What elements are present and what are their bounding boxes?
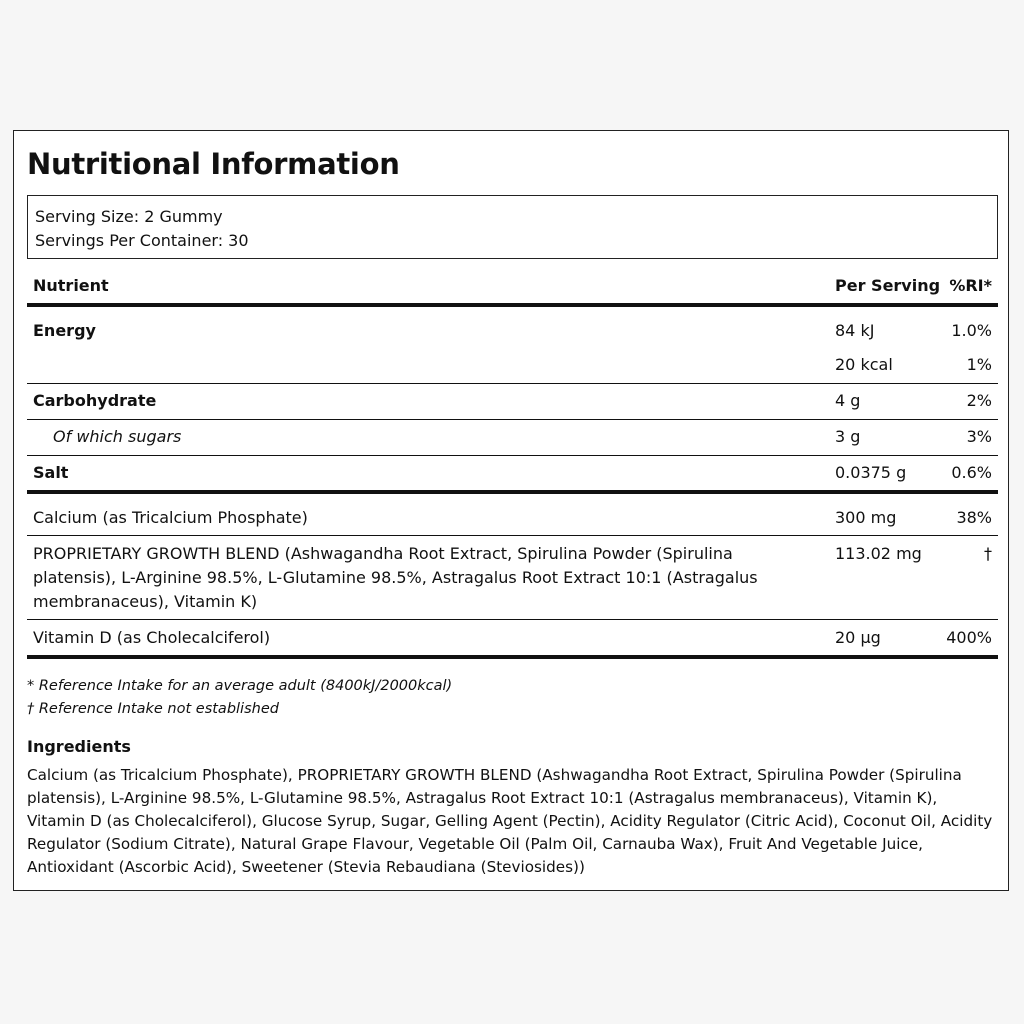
serving-size: Serving Size: 2 Gummy [35,207,223,226]
calcium-label: Calcium (as Tricalcium Phosphate) [33,508,308,527]
carbohydrate-ri: 2% [966,391,992,410]
row-divider [27,455,998,456]
servings-per-container: Servings Per Container: 30 [35,231,249,250]
calcium-value: 300 mg [835,508,897,527]
table-bottom-divider [27,655,998,659]
footnote-not-established: † Reference Intake not established [27,701,279,717]
carbohydrate-value: 4 g [835,391,861,410]
energy-kcal-value: 20 kcal [835,355,893,374]
blend-ri: † [984,544,992,563]
sugars-value: 3 g [835,427,861,446]
energy-label: Energy [33,321,96,340]
footnote-ri: * Reference Intake for an average adult (8400kJ/2000kcal) [27,678,453,694]
blend-label: PROPRIETARY GROWTH BLEND (Ashwagandha Root Extract, Spirulina Powder (Spirulina platensis), L-Arginine 98.5%, L-Glutamine 98.5%, Astragalus Root Extract 10:1 (Astragalus membranaceus), Vitamin K) [33,544,758,611]
row-divider [27,419,998,420]
energy-kcal-ri: 1% [966,355,992,374]
energy-kj-ri: 1.0% [951,321,992,340]
ingredients-heading: Ingredients [27,737,131,756]
panel-title: Nutritional Information [27,147,400,181]
nutrition-panel [13,130,1009,891]
carbohydrate-label: Carbohydrate [33,391,157,410]
section-divider [27,490,998,494]
sugars-label: Of which sugars [53,427,182,446]
salt-ri: 0.6% [951,463,992,482]
header-divider [27,303,998,307]
ingredients-text: Calcium (as Tricalcium Phosphate), PROPRIETARY GROWTH BLEND (Ashwagandha Root Extract, Spirulina Powder (Spirulina platensis), L-Arginine 98.5%, L-Glutamine 98.5%, Astragalus Root Extract 10:1 (Astragalus membranaceus), Vitamin K), Vitamin D (as Cholecalciferol), Glucose Syrup, Sugar, Gelling Agent (Pectin), Acidity Regulator (Citric Acid), Coconut Oil, Acidity Regulator (Sodium Citrate), Natural Grape Flavour, Vegetable Oil (Palm Oil, Carnauba Wax), Fruit And Vegetable Juice, Antioxidant (Ascorbic Acid), Sweetener (Stevia Rebaudiana (Steviosides)) [27,766,993,876]
salt-label: Salt [33,463,69,482]
header-per-serving: Per Serving [835,276,941,295]
salt-value: 0.0375 g [835,463,907,482]
header-nutrient: Nutrient [33,276,109,295]
row-divider [27,383,998,384]
vitamin-d-label: Vitamin D (as Cholecalciferol) [33,628,271,647]
blend-value: 113.02 mg [835,544,922,563]
row-divider [27,535,998,536]
calcium-ri: 38% [956,508,992,527]
vitamin-d-ri: 400% [946,628,992,647]
sugars-ri: 3% [966,427,992,446]
serving-info-box [27,195,998,259]
vitamin-d-value: 20 µg [835,628,881,647]
energy-kj-value: 84 kJ [835,321,875,340]
header-ri: %RI* [949,276,992,295]
row-divider [27,619,998,620]
